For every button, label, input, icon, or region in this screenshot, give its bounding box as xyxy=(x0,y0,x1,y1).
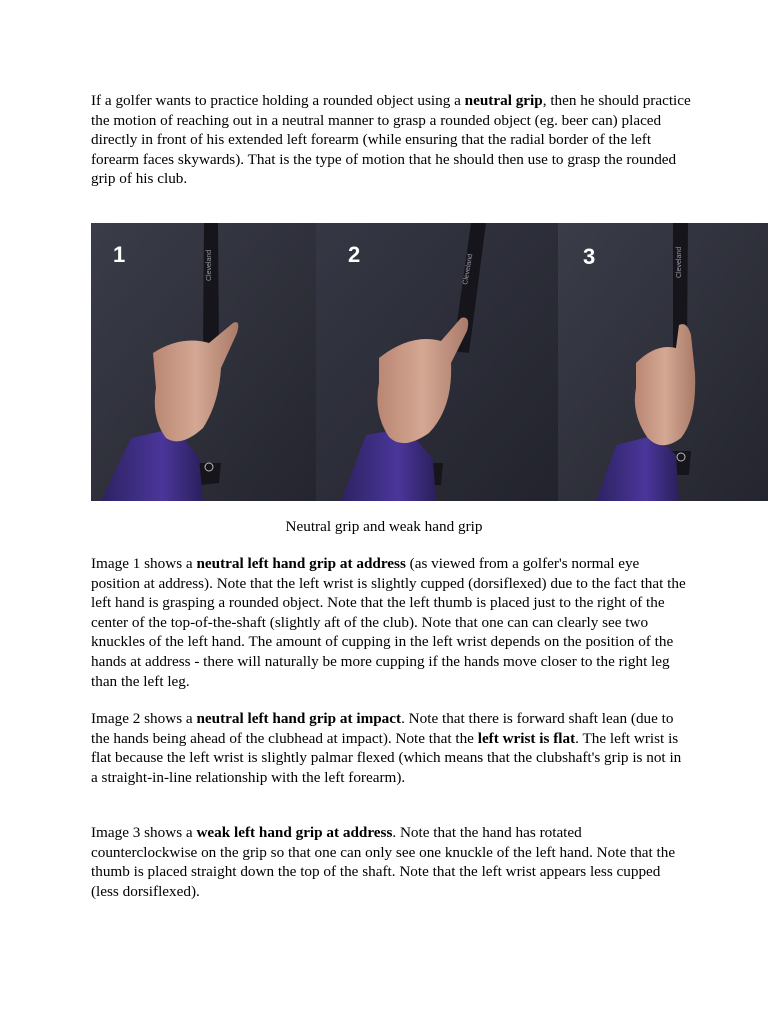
image2-text-2: . Note that there is forward shaft lean (due to the hands being ahead of the clubhead at impact). Note that the xyxy=(91,710,674,747)
image1-bold-neutral-address: neutral left hand grip at address xyxy=(196,555,406,572)
intro-paragraph xyxy=(91,91,691,189)
panel-number-1: 1 xyxy=(113,242,126,267)
image1-text-2: (as viewed from a golfer's normal eye position at address). Note that the left wrist is slightly cupped (dorsiflexed) due to the fact that the left hand is grasping a rounded object. Note that the left thumb is placed just to the right of the center of the top-of-the-shaft (slightly aft of the club). Note that one can can clearly see two knuckles of the left hand. The amount of cupping in the left wrist depends on the position of the hands at address - there will naturally be more cupping if the hands move closer to the right leg than the left leg. xyxy=(91,555,686,690)
image2-text-3: . The left wrist is flat because the left wrist is slightly palmar flexed (which means that the clubshaft's grip is not in a straight-in-line relationship with the left forearm). xyxy=(91,729,682,786)
caption-text: Neutral grip and weak hand grip xyxy=(285,518,483,535)
image3-text-2: . Note that the hand has rotated counterclockwise on the grip so that one can only see one knuckle of the left hand. Note that the thumb is placed straight down the top of the shaft. Note that the left wrist appears less cupped (less dorsiflexed). xyxy=(91,824,676,900)
grip-brand-label: Cleveland xyxy=(462,253,475,286)
image3-text-1: Image 3 shows a xyxy=(91,824,197,841)
grip-brand-label: Cleveland xyxy=(676,246,683,278)
intro-bold-neutral-grip: neutral grip xyxy=(464,92,543,109)
panel-number-2: 2 xyxy=(348,242,361,267)
image2-text-1: Image 2 shows a xyxy=(91,710,197,727)
image2-bold-flat-wrist: left wrist is flat xyxy=(477,729,576,747)
image2-bold-neutral-impact: neutral left hand grip at impact xyxy=(196,710,402,727)
image2-paragraph xyxy=(91,709,691,787)
image1-text-1: Image 1 shows a xyxy=(91,555,197,572)
panel-number-3: 3 xyxy=(583,244,596,269)
image3-bold-weak-address: weak left hand grip at address xyxy=(196,824,393,841)
intro-text-1: If a golfer wants to practice holding a rounded object using a xyxy=(91,92,465,109)
panel-2 xyxy=(316,223,558,501)
image3-paragraph xyxy=(91,823,691,901)
intro-text-2: , then he should practice the motion of reaching out in a neutral manner to grasp a rounded object (eg. beer can) placed directly in front of his extended left forearm (while ensuring that the radial border of the left forearm faces skywards). That is the type of motion that he should then use to grasp the rounded grip of his club. xyxy=(91,92,691,188)
panel-3 xyxy=(558,223,768,501)
club-grip xyxy=(203,223,219,353)
grip-comparison-photo xyxy=(91,223,768,501)
figure-caption xyxy=(0,517,768,537)
image1-paragraph xyxy=(91,554,691,691)
panel-1 xyxy=(91,223,316,501)
grip-brand-label: Cleveland xyxy=(206,249,213,281)
